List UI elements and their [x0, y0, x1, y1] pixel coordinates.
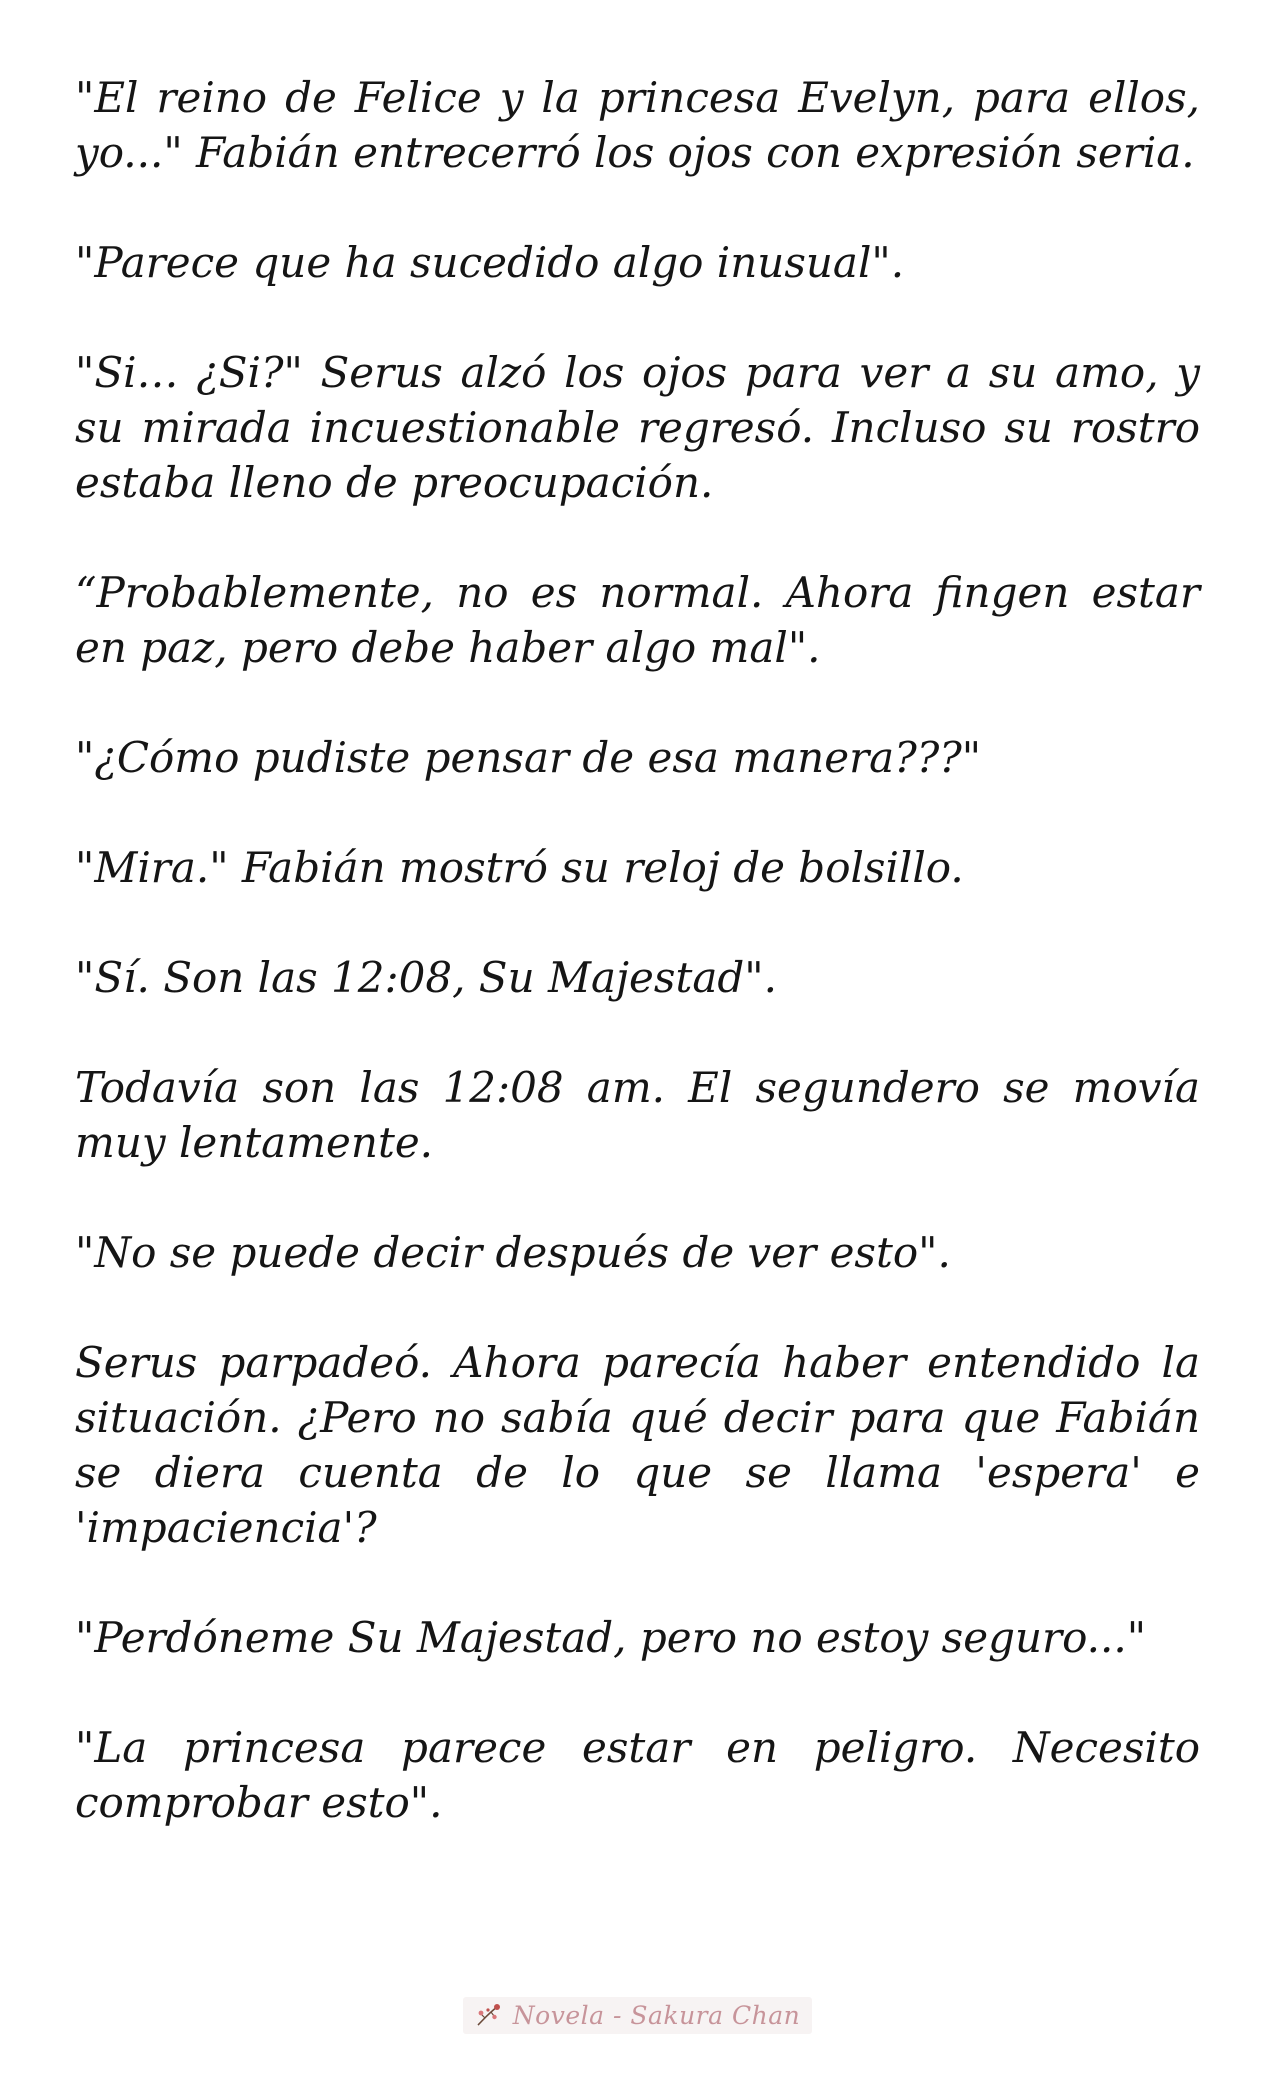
watermark-footer — [0, 1985, 1275, 2045]
paragraph: “Probablemente, no es normal. Ahora fingen estar en paz, pero debe haber algo mal". — [75, 568, 1200, 672]
paragraph: "Sí. Son las 12:08, Su Majestad". — [75, 953, 777, 1002]
paragraph: "El reino de Felice y la princesa Evelyn, para ellos, yo..." Fabián entrecerró los ojos con expresión seria. — [75, 73, 1200, 177]
paragraph: Serus parpadeó. Ahora parecía haber entendido la situación. ¿Pero no sabía qué decir para que Fabián se diera cuenta de lo que se llama 'espera' e 'impaciencia'? — [75, 1338, 1200, 1552]
paragraph: "No se puede decir después de ver esto". — [75, 1228, 951, 1277]
paragraph: "La princesa parece estar en peligro. Necesito comprobar esto". — [75, 1723, 1200, 1827]
paragraph: Todavía son las 12:08 am. El segundero se movía muy lentamente. — [75, 1063, 1200, 1167]
watermark-text: Novela - Sakura Chan — [512, 2000, 801, 2030]
watermark — [463, 1997, 812, 2034]
paragraph: "Perdóneme Su Majestad, pero no estoy seguro..." — [75, 1613, 1147, 1662]
paragraph: "Si… ¿Si?" Serus alzó los ojos para ver a su amo, y su mirada incuestionable regresó. Incluso su rostro estaba lleno de preocupación. — [75, 348, 1200, 507]
paragraph: "Parece que ha sucedido algo inusual". — [75, 238, 905, 287]
paragraph: "Mira." Fabián mostró su reloj de bolsillo. — [75, 843, 964, 892]
document-body — [75, 70, 1200, 1885]
sakura-icon — [475, 2001, 503, 2029]
paragraph: "¿Cómo pudiste pensar de esa manera???" — [75, 733, 982, 782]
